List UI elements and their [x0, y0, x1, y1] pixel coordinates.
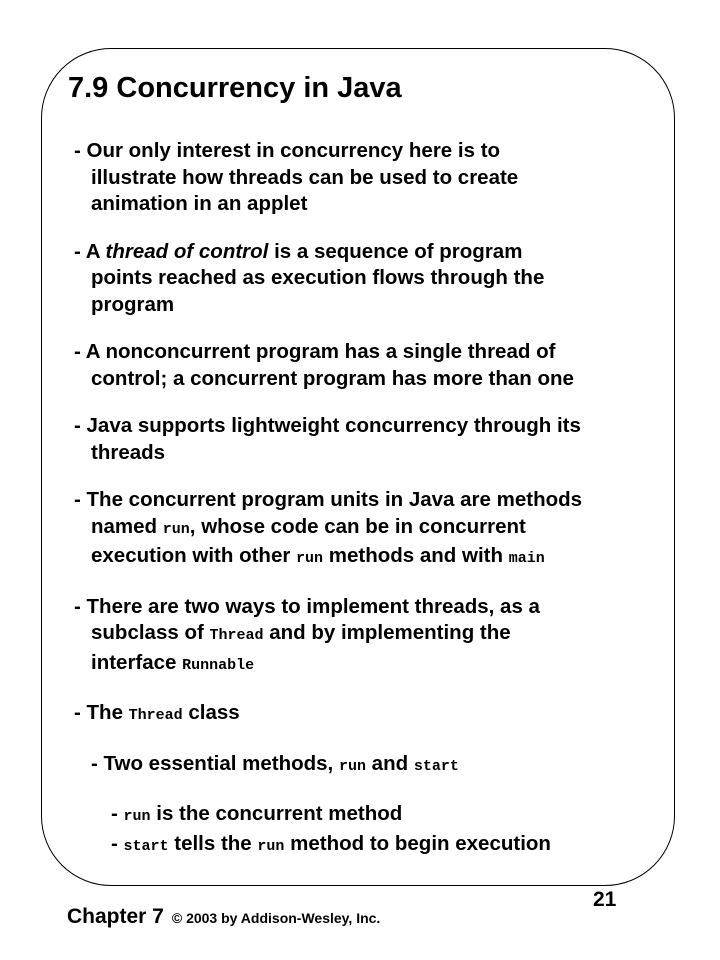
text-segment: is a sequence of program [268, 239, 523, 263]
code-start: start [123, 837, 169, 855]
text-segment: - A [74, 239, 106, 263]
code-thread: Thread [128, 707, 183, 724]
bullet-line: program [91, 292, 175, 316]
bullet-line: threads [91, 440, 166, 464]
text-segment: subclass of [91, 621, 210, 644]
code-main: main [508, 550, 545, 567]
bullet-line [74, 239, 674, 266]
text-segment: methods and with [323, 544, 509, 567]
text-segment: execution with other [91, 544, 297, 567]
chapter-label: Chapter 7 [67, 905, 164, 928]
bullet-line: - There are two ways to implement threads, as a [74, 594, 540, 618]
bullet-nonconcurrent [74, 339, 674, 392]
text-segment: interface [91, 650, 183, 674]
bullet-java-lightweight [74, 413, 674, 466]
bullet-line [74, 514, 674, 544]
bullet-line: - A nonconcurrent program has a single thread of [74, 340, 556, 363]
text-segment: named [91, 514, 163, 538]
text-segment: - [111, 802, 124, 825]
code-run: run [257, 837, 285, 855]
text-segment: tells the [168, 831, 258, 855]
bullet-thread-of-control [74, 239, 674, 319]
bullet-line: - The concurrent program units in Java are methods [74, 488, 583, 511]
text-segment: and by implementing the [263, 621, 511, 644]
text-segment: method to begin execution [284, 831, 551, 855]
bullet-run-start [74, 801, 674, 860]
text-segment: - The [74, 701, 129, 724]
bullet-line [74, 543, 674, 573]
code-start: start [413, 757, 459, 775]
page-number: 21 [593, 888, 617, 911]
bullet-program-units [74, 487, 674, 573]
bullet-line: points reached as execution flows through the [91, 266, 545, 289]
bullet-line: animation in an applet [91, 192, 308, 215]
footer [67, 905, 380, 929]
code-run: run [123, 808, 151, 825]
text-segment: is the concurrent method [150, 802, 403, 825]
bullet-line [74, 700, 674, 730]
bullet-line [74, 650, 674, 680]
bullet-line: illustrate how threads can be used to create [91, 165, 519, 189]
bullet-line: - Our only interest in concurrency here is to [74, 139, 501, 162]
text-segment: class [182, 701, 240, 724]
text-segment: and [365, 751, 414, 775]
bullet-line [74, 801, 674, 831]
bullet-line: - Java supports lightweight concurrency through its [74, 414, 581, 437]
code-run: run [162, 520, 190, 538]
bullet-line [74, 751, 674, 781]
bullet-two-ways [74, 594, 674, 680]
code-run: run [296, 550, 324, 567]
text-segment: - Two essential methods, [91, 751, 339, 775]
slide-body [74, 138, 674, 860]
code-run: run [338, 757, 366, 775]
bullet-line: control; a concurrent program has more than one [91, 366, 574, 390]
slide-title: 7.9 Concurrency in Java [68, 72, 402, 104]
copyright-notice: © 2003 by Addison-Wesley, Inc. [171, 910, 381, 926]
bullet-essential-methods [74, 751, 674, 781]
bullet-line [74, 620, 674, 650]
emphasis-term: thread of control [105, 239, 269, 263]
bullet-concurrency-interest [74, 138, 674, 218]
code-thread: Thread [209, 627, 264, 644]
text-segment: - [111, 831, 124, 855]
bullet-line [74, 831, 674, 861]
code-runnable: Runnable [182, 656, 255, 674]
bullet-thread-class [74, 700, 674, 730]
text-segment: , whose code can be in concurrent [189, 514, 526, 538]
